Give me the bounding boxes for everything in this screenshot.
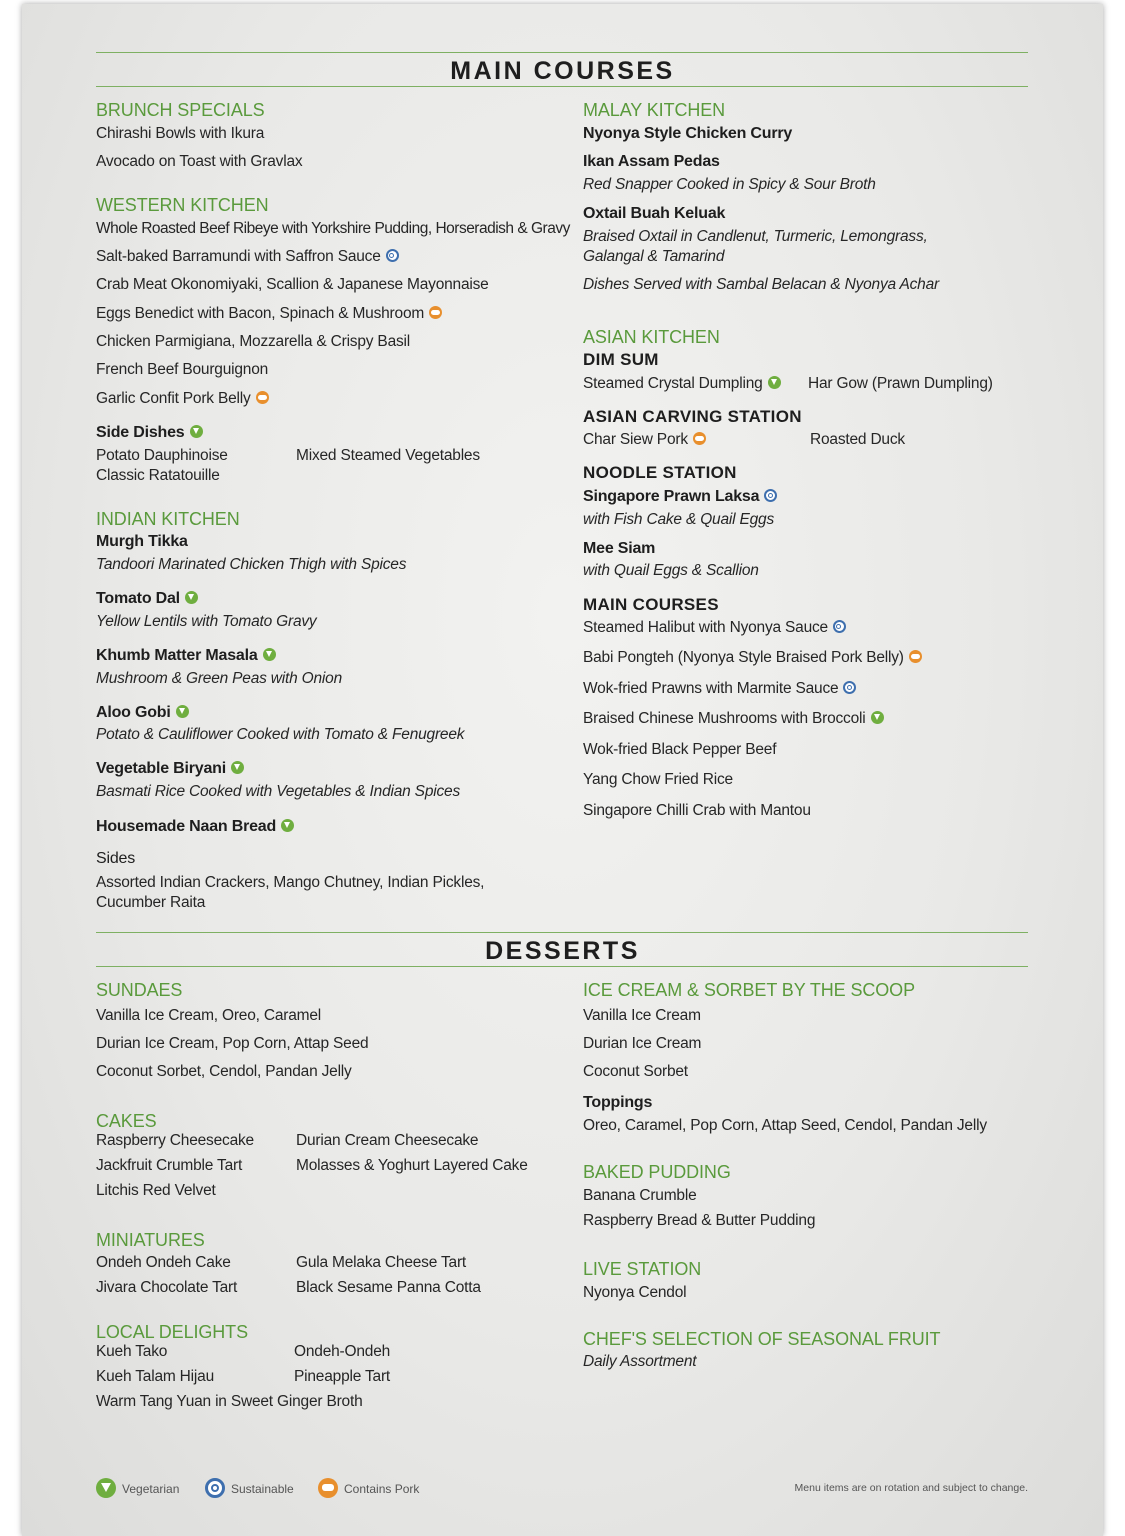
menu-item: Whole Roasted Beef Ribeye with Yorkshire Pudding, Horseradish & Gravy bbox=[96, 220, 570, 237]
menu-item: Molasses & Yoghurt Layered Cake bbox=[296, 1157, 528, 1174]
menu-item: Pineapple Tart bbox=[294, 1368, 391, 1385]
menu-item: Garlic Confit Pork Belly bbox=[96, 391, 269, 407]
menu-item: Potato Dauphinoise bbox=[96, 447, 228, 464]
live-station-title: LIVE STATION bbox=[583, 1259, 702, 1279]
menu-item: Har Gow (Prawn Dumpling) bbox=[808, 375, 993, 392]
menu-item: Raspberry Cheesecake bbox=[96, 1132, 254, 1149]
dish-name: Ikan Assam Pedas bbox=[583, 153, 720, 170]
vegetarian-icon bbox=[231, 761, 244, 774]
menu-item: Gula Melaka Cheese Tart bbox=[296, 1254, 467, 1271]
desserts-rule-top bbox=[96, 932, 1028, 933]
dish-description: with Fish Cake & Quail Eggs bbox=[583, 511, 775, 528]
menu-item: Salt-baked Barramundi with Saffron Sauce bbox=[96, 249, 399, 265]
menu-item: Roasted Duck bbox=[810, 431, 905, 448]
sundaes-title: SUNDAES bbox=[96, 980, 183, 1000]
menu-item: Cucumber Raita bbox=[96, 894, 206, 911]
noodle-title: NOODLE STATION bbox=[583, 463, 737, 482]
menu-item: Wok-fried Prawns with Marmite Sauce bbox=[583, 681, 856, 697]
legend-vegetarian: Vegetarian bbox=[96, 1478, 179, 1498]
carving-title: ASIAN CARVING STATION bbox=[583, 407, 802, 426]
sustainable-icon bbox=[205, 1478, 225, 1498]
vegetarian-icon bbox=[263, 648, 276, 661]
dish-name: Murgh Tikka bbox=[96, 533, 188, 550]
vegetarian-icon bbox=[281, 819, 294, 832]
dimsum-title: DIM SUM bbox=[583, 350, 659, 369]
menu-item: Assorted Indian Crackers, Mango Chutney, Indian Pickles, bbox=[96, 874, 485, 891]
pudding-title: BAKED PUDDING bbox=[583, 1162, 731, 1182]
indian-title: INDIAN KITCHEN bbox=[96, 509, 240, 529]
dish-description: Mushroom & Green Peas with Onion bbox=[96, 670, 343, 687]
menu-item: Steamed Halibut with Nyonya Sauce bbox=[583, 620, 846, 636]
dish-name: Aloo Gobi bbox=[96, 705, 189, 721]
malay-note: Dishes Served with Sambal Belacan & Nyonya Achar bbox=[583, 276, 939, 293]
contains-pork-icon bbox=[256, 391, 269, 404]
menu-item: Durian Ice Cream bbox=[583, 1035, 702, 1052]
malay-title: MALAY KITCHEN bbox=[583, 100, 726, 120]
toppings-title: Toppings bbox=[583, 1094, 653, 1111]
asian-title: ASIAN KITCHEN bbox=[583, 327, 720, 347]
vegetarian-icon bbox=[185, 591, 198, 604]
sustainable-icon bbox=[843, 681, 856, 694]
menu-item: Eggs Benedict with Bacon, Spinach & Mushroom bbox=[96, 306, 442, 322]
contains-pork-icon bbox=[429, 306, 442, 319]
menu-item: Black Sesame Panna Cotta bbox=[296, 1279, 481, 1296]
menu-item: Chirashi Bowls with Ikura bbox=[96, 125, 265, 142]
menu-item: Kueh Tako bbox=[96, 1343, 168, 1360]
vegetarian-icon bbox=[176, 705, 189, 718]
menu-item: Mixed Steamed Vegetables bbox=[296, 447, 480, 464]
dish-name: Vegetable Biryani bbox=[96, 761, 244, 777]
dish-description: Yellow Lentils with Tomato Gravy bbox=[96, 613, 317, 630]
rotation-note: Menu items are on rotation and subject to change. bbox=[794, 1482, 1028, 1494]
header-rule-top bbox=[96, 52, 1028, 53]
menu-item: Litchis Red Velvet bbox=[96, 1182, 216, 1199]
vegetarian-icon bbox=[871, 711, 884, 724]
miniatures-title: MINIATURES bbox=[96, 1230, 205, 1250]
dish-name: Oxtail Buah Keluak bbox=[583, 205, 726, 222]
menu-item: Banana Crumble bbox=[583, 1187, 697, 1204]
menu-item: Chicken Parmigiana, Mozzarella & Crispy Basil bbox=[96, 333, 411, 350]
menu-item: Jivara Chocolate Tart bbox=[96, 1279, 238, 1296]
menu-item: Ondeh Ondeh Cake bbox=[96, 1254, 231, 1271]
sustainable-icon bbox=[386, 249, 399, 262]
sustainable-icon bbox=[764, 489, 777, 502]
menu-item: Kueh Talam Hijau bbox=[96, 1368, 214, 1385]
menu-item: Coconut Sorbet, Cendol, Pandan Jelly bbox=[96, 1063, 352, 1080]
menu-item: Classic Ratatouille bbox=[96, 467, 220, 484]
dish-name: Singapore Prawn Laksa bbox=[583, 489, 777, 505]
menu-item: Braised Chinese Mushrooms with Broccoli bbox=[583, 711, 884, 727]
menu-item: Durian Cream Cheesecake bbox=[296, 1132, 479, 1149]
legend-pork: Contains Pork bbox=[318, 1478, 419, 1498]
menu-item: Vanilla Ice Cream bbox=[583, 1007, 701, 1024]
dish-description: Red Snapper Cooked in Spicy & Sour Broth bbox=[583, 176, 876, 193]
main-courses-title: MAIN COURSES bbox=[450, 57, 675, 85]
dish-description: with Quail Eggs & Scallion bbox=[583, 562, 759, 579]
side-dishes-title: Side Dishes bbox=[96, 425, 203, 441]
dish-name: Nyonya Style Chicken Curry bbox=[583, 125, 793, 142]
contains-pork-icon bbox=[909, 650, 922, 663]
menu-item: Nyonya Cendol bbox=[583, 1284, 687, 1301]
menu-item: Oreo, Caramel, Pop Corn, Attap Seed, Cendol, Pandan Jelly bbox=[583, 1117, 987, 1134]
vegetarian-icon bbox=[190, 425, 203, 438]
desserts-rule-bottom bbox=[96, 966, 1028, 967]
menu-item: Durian Ice Cream, Pop Corn, Attap Seed bbox=[96, 1035, 369, 1052]
menu-item: Crab Meat Okonomiyaki, Scallion & Japanese Mayonnaise bbox=[96, 276, 489, 293]
desserts-title: DESSERTS bbox=[485, 937, 640, 965]
menu-item: Babi Pongteh (Nyonya Style Braised Pork Belly) bbox=[583, 650, 922, 666]
dish-name: Tomato Dal bbox=[96, 591, 198, 607]
menu-item: Singapore Chilli Crab with Mantou bbox=[583, 802, 811, 819]
menu-item: Vanilla Ice Cream, Oreo, Caramel bbox=[96, 1007, 322, 1024]
vegetarian-icon bbox=[96, 1478, 116, 1498]
dish-name: Khumb Matter Masala bbox=[96, 648, 276, 664]
icecream-title: ICE CREAM & SORBET BY THE SCOOP bbox=[583, 980, 915, 1000]
menu-item: Coconut Sorbet bbox=[583, 1063, 688, 1080]
dish-description: Potato & Cauliflower Cooked with Tomato & Fenugreek bbox=[96, 726, 465, 743]
dish-description: Basmati Rice Cooked with Vegetables & Indian Spices bbox=[96, 783, 461, 800]
menu-item: Ondeh-Ondeh bbox=[294, 1343, 391, 1360]
menu-item: Raspberry Bread & Butter Pudding bbox=[583, 1212, 816, 1229]
vegetarian-icon bbox=[768, 376, 781, 389]
legend-sustainable: Sustainable bbox=[205, 1478, 294, 1498]
menu-item: French Beef Bourguignon bbox=[96, 361, 269, 378]
dish-description: Tandoori Marinated Chicken Thigh with Spices bbox=[96, 556, 407, 573]
brunch-title: BRUNCH SPECIALS bbox=[96, 100, 265, 120]
sustainable-icon bbox=[833, 620, 846, 633]
dish-name: Housemade Naan Bread bbox=[96, 819, 294, 835]
fruit-title: CHEF'S SELECTION OF SEASONAL FRUIT bbox=[583, 1329, 941, 1349]
western-title: WESTERN KITCHEN bbox=[96, 195, 269, 215]
asian-mains-title: MAIN COURSES bbox=[583, 595, 719, 614]
menu-item: Jackfruit Crumble Tart bbox=[96, 1157, 243, 1174]
menu-item: Avocado on Toast with Gravlax bbox=[96, 153, 303, 170]
menu-item: Yang Chow Fried Rice bbox=[583, 771, 733, 788]
menu-item: Steamed Crystal Dumpling bbox=[583, 376, 781, 392]
menu-item: Warm Tang Yuan in Sweet Ginger Broth bbox=[96, 1393, 363, 1410]
dish-description: Daily Assortment bbox=[583, 1353, 697, 1370]
indian-sides-title: Sides bbox=[96, 850, 136, 867]
dish-description: Galangal & Tamarind bbox=[583, 248, 725, 265]
dish-description: Braised Oxtail in Candlenut, Turmeric, Lemongrass, bbox=[583, 228, 928, 245]
menu-item: Char Siew Pork bbox=[583, 432, 706, 448]
dish-name: Mee Siam bbox=[583, 540, 656, 557]
cakes-title: CAKES bbox=[96, 1111, 157, 1131]
header-rule-bottom bbox=[96, 86, 1028, 87]
contains-pork-icon bbox=[693, 432, 706, 445]
local-title: LOCAL DELIGHTS bbox=[96, 1322, 248, 1342]
menu-item: Wok-fried Black Pepper Beef bbox=[583, 741, 777, 758]
contains-pork-icon bbox=[318, 1478, 338, 1498]
